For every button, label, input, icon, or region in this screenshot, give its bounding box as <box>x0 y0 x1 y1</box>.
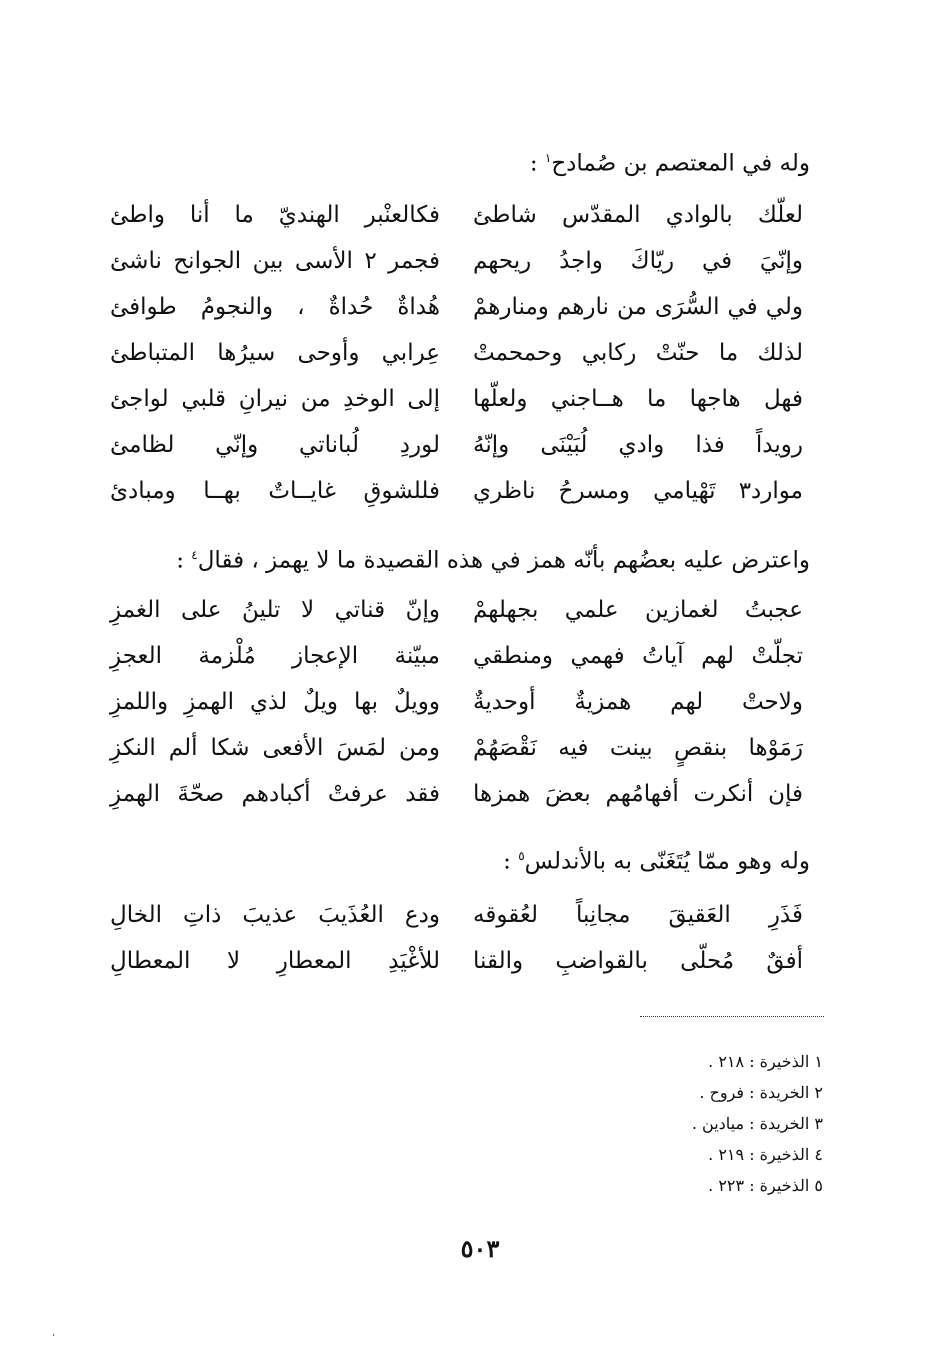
verse-row <box>0 471 945 517</box>
verse-row <box>0 895 945 941</box>
page-number: ٥٠٣ <box>460 1234 500 1263</box>
footnote: ١ الذخيرة : ٢١٨ . <box>708 1052 823 1071</box>
verse-first-hemistich: رويداً فذا وادي لُبَيْنَى وإنّهُ <box>473 432 803 458</box>
verse-row <box>0 941 945 987</box>
verse-second-hemistich: لوردِ لُباناتي وإنّي لظامئ <box>110 432 440 458</box>
verse-second-hemistich: وإنّ قناتي لا تلينُ على الغمزِ <box>110 597 440 623</box>
poem-1 <box>0 195 945 517</box>
verse-row <box>0 425 945 471</box>
verse-row <box>0 682 945 728</box>
verse-second-hemistich: ومن لمَسَ الأفعى شكا ألم النكزِ <box>110 735 440 761</box>
verse-second-hemistich: فقد عرفتْ أكبادهم صحّةَ الهمزِ <box>110 781 440 807</box>
verse-row <box>0 728 945 774</box>
verse-row <box>0 636 945 682</box>
verse-first-hemistich: لذلك ما حنّتْ ركابي وحمحمتْ <box>473 340 803 366</box>
verse-second-hemistich: مبيّنة الإعجاز مُلْزمة العجزِ <box>110 643 440 669</box>
verse-first-hemistich: فَذَرِ العَقيقَ مجانِباً لعُقوقه <box>473 902 803 928</box>
verse-second-hemistich: ودع العُذَيبَ عذيبَ ذاتِ الخالِ <box>110 902 440 928</box>
poem-3 <box>0 895 945 987</box>
footnote-ref: ٤ <box>191 548 198 562</box>
verse-first-hemistich: موارد٣ تَهْيامي ومسرحُ ناظري <box>473 478 803 504</box>
verse-second-hemistich: هُداةٌ حُداةٌ ، والنجومُ طوافئ <box>110 294 440 320</box>
verse-second-hemistich: وويلٌ بها ويلٌ لذي الهمزِ واللمزِ <box>110 689 440 715</box>
section-intro-2: واعترض عليه بعضُهم بأنّه همز في هذه القصيدة ما لا يهمز ، فقال$^٤$ : <box>176 547 810 574</box>
verse-second-hemistich: إلى الوخدِ من نيرانِ قلبي لواجئ <box>110 386 440 412</box>
footnote: ٥ الذخيرة : ٢٢٣ . <box>708 1176 823 1195</box>
verse-row <box>0 195 945 241</box>
verse-row <box>0 774 945 820</box>
footnote: ٢ الخريدة : فروح . <box>699 1083 823 1102</box>
verse-first-hemistich: تجلّتْ لهم آياتُ فهمي ومنطقي <box>473 643 803 669</box>
verse-row <box>0 241 945 287</box>
poem-2 <box>0 590 945 820</box>
verse-first-hemistich: ولي في السُّرَى من نارهم ومنارهمْ <box>473 294 803 320</box>
footnote-divider <box>640 1016 824 1017</box>
verse-first-hemistich: لعلّك بالوادي المقدّس شاطئ <box>473 202 803 228</box>
section-intro-3: وله وهو ممّا يُتَغَنّى به بالأندلس$^٥$ : <box>503 848 810 875</box>
corner-mark: ، <box>52 1328 56 1339</box>
verse-first-hemistich: ولاحتْ لهم همزيةٌ أوحديةٌ <box>473 689 803 715</box>
footnote-ref: ٥ <box>518 849 525 863</box>
footnote: ٣ الخريدة : ميادين . <box>691 1114 823 1133</box>
verse-first-hemistich: وإنّيَ في ريّاكَ واجدُ ريحهم <box>473 248 803 274</box>
footnotes <box>423 1046 823 1201</box>
verse-first-hemistich: فإن أنكرت أفهامُهم بعضَ همزها <box>473 781 803 807</box>
verse-row <box>0 379 945 425</box>
section-intro-1: وله في المعتصم بن صُمادح$^١$ : <box>529 150 810 177</box>
verse-second-hemistich: فجمر ٢ الأسى بين الجوانح ناشئ <box>110 248 440 274</box>
verse-second-hemistich: عِرابي وأوحى سيرُها المتباطئ <box>110 340 440 366</box>
verse-first-hemistich: عجبتُ لغمازين علمي بجهلهمْ <box>473 597 803 623</box>
verse-second-hemistich: فكالعنْبر الهنديّ ما أنا واطئ <box>110 202 440 228</box>
verse-first-hemistich: فهل هاجها ما هــاجني ولعلّها <box>473 386 803 412</box>
verse-second-hemistich: للأغْيَدِ المعطارِ لا المعطالِ <box>110 948 440 974</box>
verse-second-hemistich: فللشوقِ غايــاتٌ بهــا ومبادئ <box>110 478 440 504</box>
verse-first-hemistich: أفقٌ مُحلّى بالقواضبِ والقنا <box>473 948 803 974</box>
footnote-ref: ١ <box>544 151 552 165</box>
footnote: ٤ الذخيرة : ٢١٩ . <box>708 1145 823 1164</box>
verse-first-hemistich: رَمَوْها بنقصٍ بينت فيه نَقْصَهُمْ <box>473 735 803 761</box>
verse-row <box>0 287 945 333</box>
verse-row <box>0 590 945 636</box>
verse-row <box>0 333 945 379</box>
